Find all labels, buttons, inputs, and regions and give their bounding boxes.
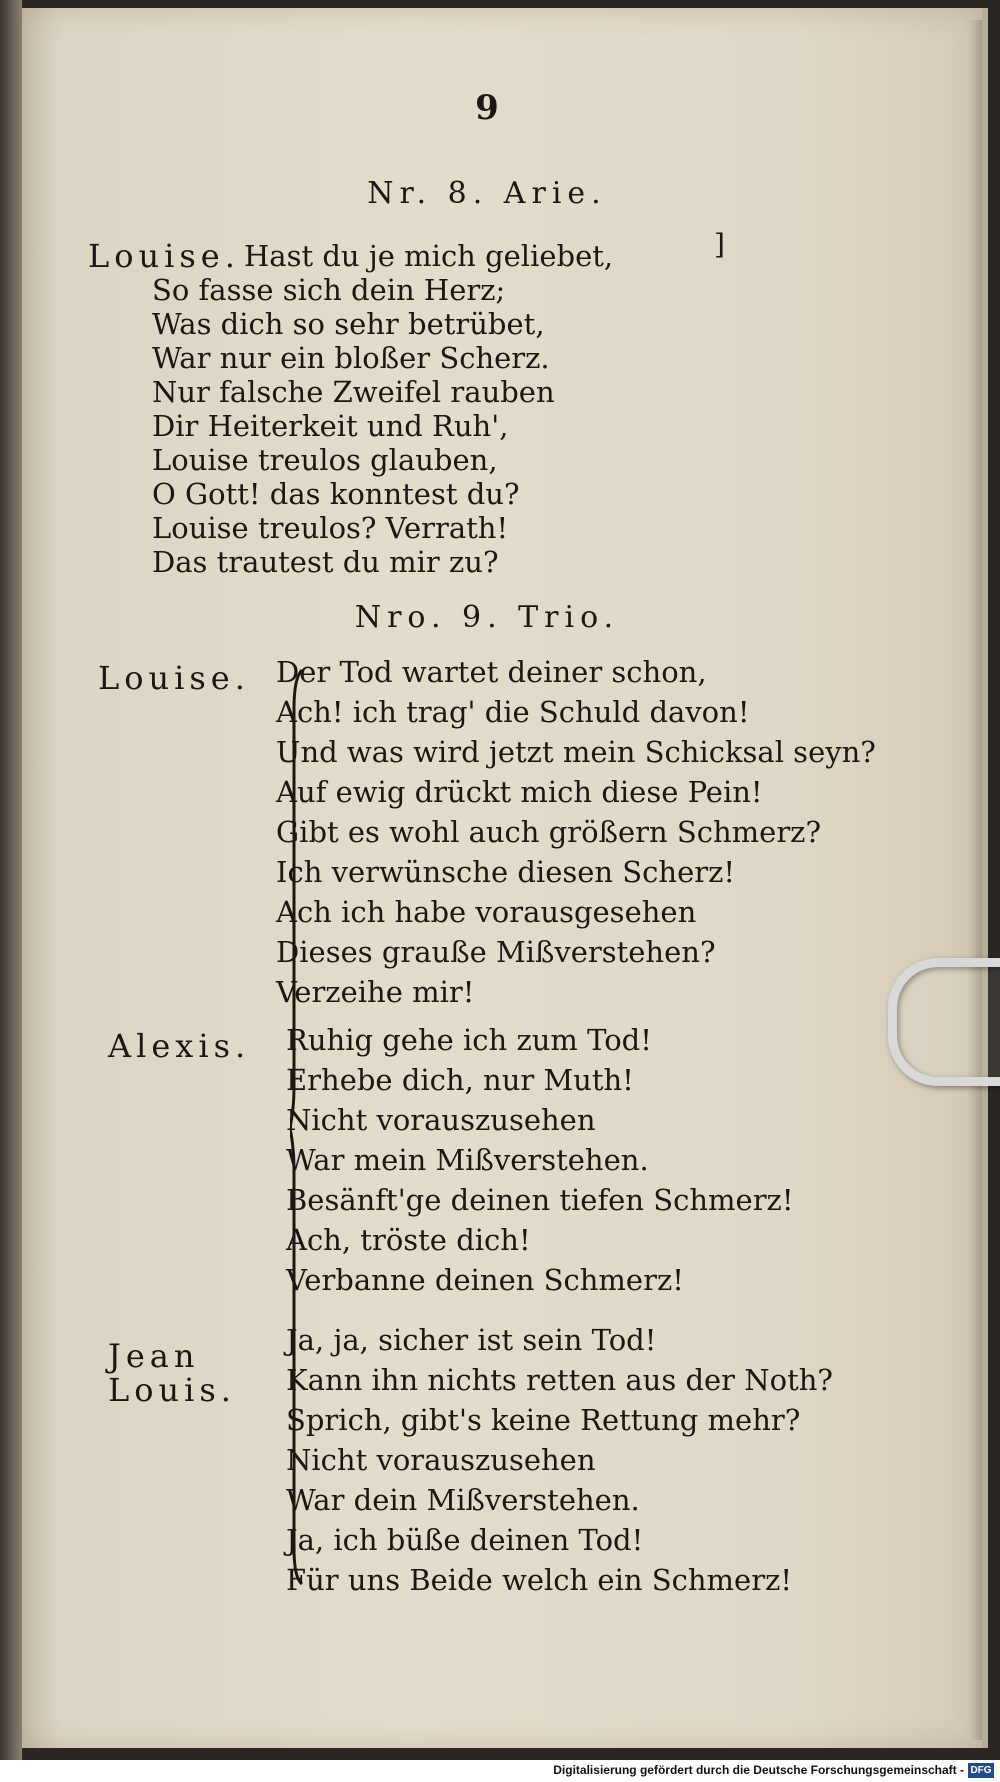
verse-line: War nur ein bloßer Scherz. xyxy=(152,341,550,375)
speaker-louise-arie: Louise. xyxy=(88,237,240,275)
verse-line: Was dich so sehr betrübet, xyxy=(152,307,545,341)
section-heading-arie: Nr. 8. Arie. xyxy=(367,176,607,211)
verse-line: Dir Heiterkeit und Ruh', xyxy=(152,409,509,443)
page-number: 9 xyxy=(475,88,499,128)
book-page xyxy=(22,8,988,1748)
verse-line: War dein Mißverstehen. xyxy=(286,1483,640,1517)
verse-line: Verzeihe mir! xyxy=(276,975,475,1009)
verse-line: Ja, ich büße deinen Tod! xyxy=(286,1523,644,1557)
verse-line: Der Tod wartet deiner schon, xyxy=(276,655,707,689)
speaker-alexis: Alexis. xyxy=(108,1027,251,1065)
verse-line: Das trautest du mir zu? xyxy=(152,545,499,579)
verse-line: Nicht vorauszusehen xyxy=(286,1103,596,1137)
verse-line: Dieses grauße Mißverstehen? xyxy=(276,935,716,969)
verse-line: Gibt es wohl auch größern Schmerz? xyxy=(276,815,822,849)
trio-brace xyxy=(290,668,304,1586)
speaker-jean-louis-second: Louis. xyxy=(108,1371,236,1409)
speaker-jean-louis-first: Jean xyxy=(108,1337,200,1375)
verse-line: Ich verwünsche diesen Scherz! xyxy=(276,855,736,889)
verse-line: Erhebe dich, nur Muth! xyxy=(286,1063,634,1097)
verse-line: Ach! ich trag' die Schuld davon! xyxy=(276,695,750,729)
verse-line: Kann ihn nichts retten aus der Noth? xyxy=(286,1363,833,1397)
left-page-edge xyxy=(0,0,22,1760)
verse-line: O Gott! das konntest du? xyxy=(152,477,520,511)
verse-line: So fasse sich dein Herz; xyxy=(152,273,506,307)
verse-line: Ach ich habe vorausgesehen xyxy=(276,895,697,929)
verse-line: Und was wird jetzt mein Schicksal seyn? xyxy=(276,735,876,769)
verse-line: Nur falsche Zweifel rauben xyxy=(152,375,555,409)
verse-line: Ja, ja, sicher ist sein Tod! xyxy=(286,1323,657,1357)
footer-bar xyxy=(0,1760,1000,1782)
paper-clip xyxy=(888,958,1000,1086)
verse-line: Auf ewig drückt mich diese Pein! xyxy=(276,775,763,809)
footer-credit: Digitalisierung gefördert durch die Deutsche Forschungsgemeinschaft - xyxy=(553,1763,964,1777)
verse-line: Für uns Beide welch ein Schmerz! xyxy=(286,1563,792,1597)
section-heading-trio: Nro. 9. Trio. xyxy=(354,600,620,635)
verse-line: Hast du je mich geliebet, xyxy=(244,239,614,273)
verse-line: Louise treulos glauben, xyxy=(152,443,498,477)
verse-line: Ach, tröste dich! xyxy=(286,1223,531,1257)
verse-line: Ruhig gehe ich zum Tod! xyxy=(286,1023,652,1057)
speaker-louise-trio: Louise. xyxy=(98,659,250,697)
verse-line: Besänft'ge deinen tiefen Schmerz! xyxy=(286,1183,794,1217)
verse-line: Nicht vorauszusehen xyxy=(286,1443,596,1477)
dfg-logo-icon: DFG xyxy=(968,1763,994,1778)
bracket-mark: ] xyxy=(714,228,725,261)
verse-line: War mein Mißverstehen. xyxy=(286,1143,649,1177)
verse-line: Verbanne deinen Schmerz! xyxy=(286,1263,684,1297)
right-page-edge xyxy=(968,20,982,1740)
verse-line: Louise treulos? Verrath! xyxy=(152,511,509,545)
verse-line: Sprich, gibt's keine Rettung mehr? xyxy=(286,1403,801,1437)
